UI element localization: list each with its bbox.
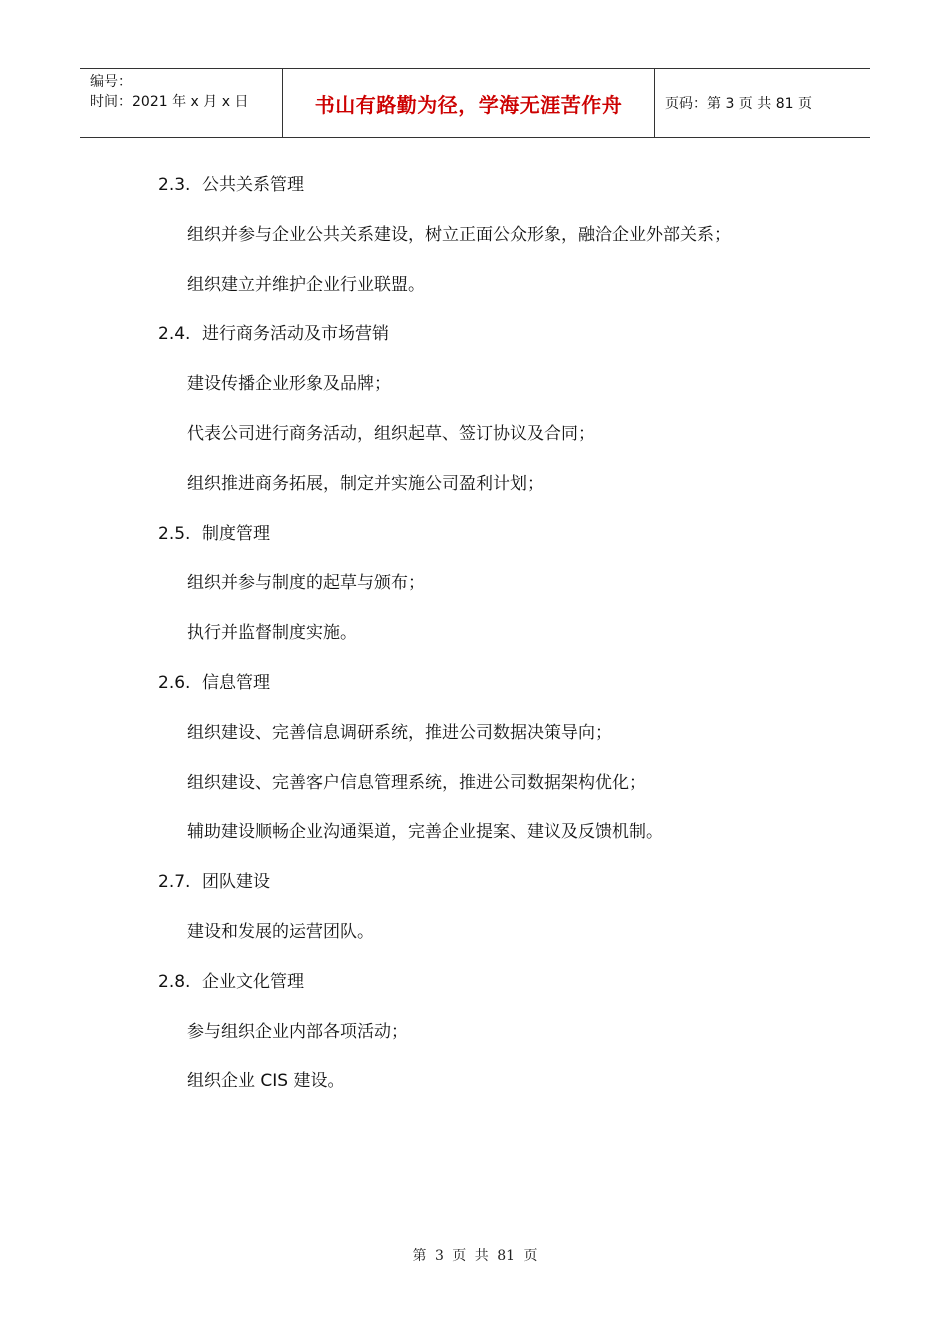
header-page-info: 页码：第 3 页 共 81 页 [665, 96, 812, 112]
page-header [80, 68, 870, 138]
section-number: 2.3. [158, 175, 191, 195]
header-page-info-cell [655, 69, 870, 137]
section-item: 建设和发展的运营团队。 [187, 922, 374, 942]
section-title: 制度管理 [202, 523, 270, 544]
section-item: 代表公司进行商务活动，组织起草、签订协议及合同； [187, 424, 595, 444]
section-item: 组织并参与企业公共关系建设，树立正面公众形象，融洽企业外部关系； [187, 224, 731, 245]
section-title: 公共关系管理 [202, 175, 304, 195]
page-footer: 第 3 页 共 81 页 [412, 1248, 538, 1264]
section-heading [158, 670, 270, 696]
section-item: 执行并监督制度实施。 [187, 623, 357, 644]
header-motto: 书山有路勤为径，学海无涯苦作舟 [314, 92, 623, 117]
header-motto-cell [283, 69, 655, 137]
section-title: 企业文化管理 [202, 971, 304, 992]
section-number: 2.7. [158, 872, 191, 893]
section-item: 组织企业 CIS 建设。 [187, 1071, 345, 1092]
section-item: 建设传播企业形象及品牌； [187, 374, 391, 395]
section-number: 2.8. [158, 971, 191, 992]
section-number: 2.6. [158, 673, 191, 693]
section-item: 组织建设、完善信息调研系统，推进公司数据决策导向； [187, 722, 612, 743]
section-heading [158, 869, 270, 895]
section-heading [158, 321, 389, 347]
document-time: 时间：2021 年 x 月 x 日 [90, 94, 249, 110]
section-item: 组织并参与制度的起草与颁布； [187, 573, 425, 594]
header-meta [80, 69, 283, 137]
section-title: 团队建设 [202, 872, 270, 893]
section-heading [158, 969, 304, 995]
section-number: 2.4. [158, 324, 191, 345]
section-heading [158, 521, 270, 547]
section-item: 组织推进商务拓展，制定并实施公司盈利计划； [187, 473, 544, 494]
section-number: 2.5. [158, 523, 191, 544]
section-item: 参与组织企业内部各项活动； [187, 1021, 408, 1042]
document-number: 编号： [90, 74, 132, 90]
section-item: 辅助建设顺畅企业沟通渠道，完善企业提案、建议及反馈机制。 [187, 822, 663, 843]
section-title: 信息管理 [202, 673, 270, 693]
section-item: 组织建立并维护企业行业联盟。 [187, 274, 425, 295]
section-item: 组织建设、完善客户信息管理系统，推进公司数据架构优化； [187, 772, 646, 793]
section-heading [158, 172, 304, 198]
section-title: 进行商务活动及市场营销 [202, 324, 389, 345]
